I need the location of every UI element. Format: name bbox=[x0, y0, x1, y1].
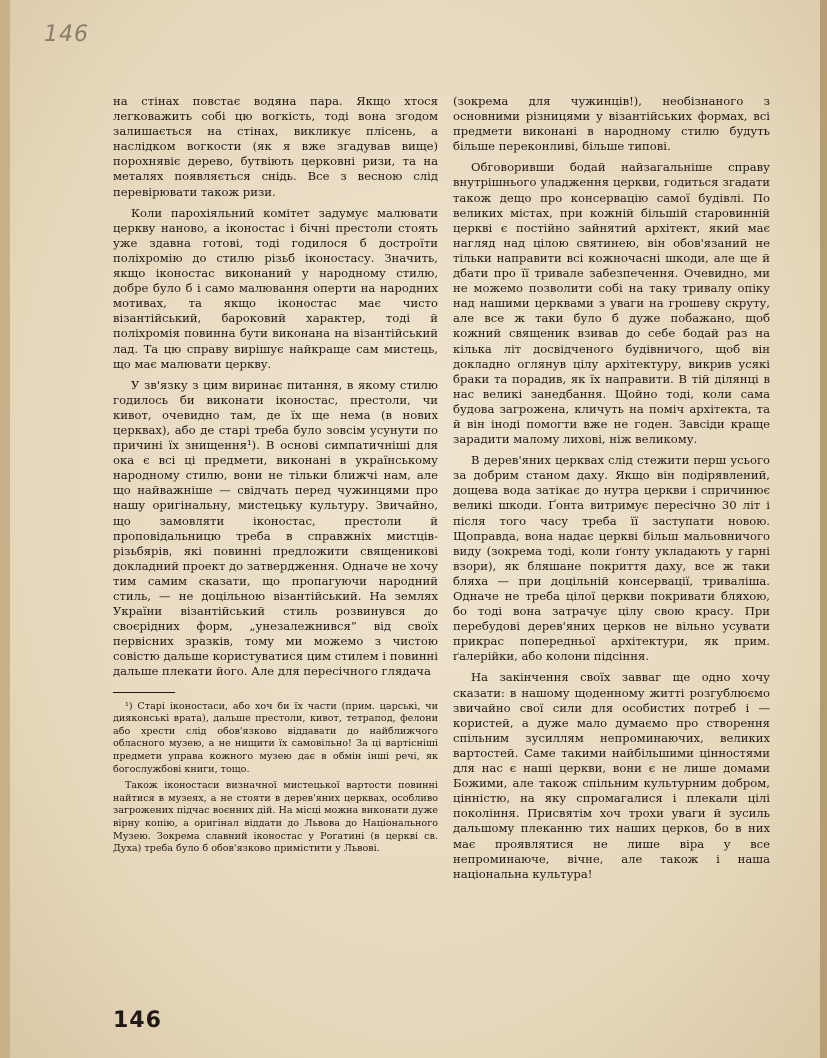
right-column bbox=[453, 94, 770, 888]
footnote-paragraph-2: Також іконостаси визначної мистецької вартости повинні найтися в музеях, а не стояти в дерев'яних церквах, особливо загрожених підчас воєнних дій. На місці можна виконати дуже вірну копію, а оригінал віддати до Львова до Національного Музею. Зокрема славний іконостас у Рогатині (в церкві св. Духа) треба було б обов'язково примістити у Львові. bbox=[113, 780, 438, 855]
left-paragraph-3: У зв'язку з цим виринає питання, в якому стилю годилось би виконати іконостас, престоли, чи кивот, очевидно там, де їх ще нема (в нових церквах), або де старі треба було зовсім усунути по причині їх знищення¹). В основі симпатичніші для ока є всі ці предмети, виконані в українському народному стилю, вони не тільки ближчі нам, але що найважніше — свідчать перед чужинцями про нашу оригінальну, мистецьку культуру. Звичайно, що замовляти іконостас, престоли й проповідальницю треба в справжніх мистців-різьбярів, які повинні предложити священикові докладний проект до затвердження. Одначе не хочу тим самим сказати, що пропагуючи народний стиль, — не доцільною візантійський. На землях України візантійський стиль розвинувся до своєрідних форм, „унезалежнився” від своїх первісних зразків, тому ми можемо з чистою совістю дальше користуватися цим стилем і повинні дальше плекати його. Але для пересічного глядача bbox=[113, 377, 438, 679]
page-edge-right bbox=[820, 0, 827, 1058]
right-paragraph-3: В дерев'яних церквах слід стежити перш усього за добрим станом даху. Якщо він подірявлений, дощева вода затікає до нутра церкви і спричинює великі шкоди. Ґонта витримує пересічно 30 літ і після того часу треба її заступати новою. Щоправда, вона надає церкві більш мальовничого виду (зокрема тоді, коли ґонту укладають у гарні взори), як бляшане покриття даху, все ж таки бляха — при доцільній консервації, триваліша. Одначе не треба цілої церкви покривати бляхою, бо тоді вона затрачує цілу свою красу. При перебудові дерев'яних церков не вільно усувати прикрас попередньої архітектури, як прим. ґалерійки, або колони підсіння. bbox=[453, 453, 770, 664]
left-paragraph-1: на стінах повстає водяна пара. Якщо хтося легковажить собі цю вогкість, тоді вона згодом залишається на стінах, викликує плісень, а наслідком вогкости (як я вже згадував вище) порохнявіє дерево, бутвіють церковні ризи, та на металях появляється снідь. Все з весною слід перевірювати також ризи. bbox=[113, 94, 438, 199]
footnote-paragraph-1: ¹) Старі іконостаси, або хоч би їх части (прим. царські, чи дияконські врата), дальше престоли, кивот, тетрапод, фелони або хрести слід обов'язково віддавати до найближчого обласного музею, а не нищити їх самовільно! За ці вартісніші предмети управа кожного музею дає в обмін інші речі, як богослужбові книги, тощо. bbox=[113, 700, 438, 775]
page-edge-left bbox=[0, 0, 10, 1058]
footnote-rule bbox=[113, 692, 175, 693]
left-paragraph-2: Коли парохіяльний комітет задумує малювати церкву наново, а іконостас і бічні престоли стоять уже здавна готові, тоді годилося б дострoїти поліхромію до стилю різьб іконостасу. Значить, якщо іконостас виконаний у народному стилю, добре було б і само малювання оперти на народних мотивах, та якщо іконостас має чисто візантійський, бароковий характер, тоді й поліхромія повинна бути виконана на візантійський лад. Та цю справу вирішує найкраще сам мистець, що має малювати церкву. bbox=[113, 205, 438, 371]
page-number: 146 bbox=[113, 1008, 162, 1033]
right-paragraph-1: (зокрема для чужинців!), необізнаного з основними різницями у візантійських формах, всі предмети виконані в народному стилю будуть більше переконливі, більше типові. bbox=[453, 94, 770, 154]
left-column bbox=[113, 94, 438, 860]
right-paragraph-2: Обговоривши бодай найзагальніше справу внутрішнього уладження церкви, годиться згадати також дещо про консервацію самої будівлі. По великих містах, при кожній більшій старовинній церкві є постійно зайнятий архітект, який має нагляд над цілою святинею, він обов'язаний не тільки направити всі кожночасні шкоди, але ще й дбати про її тривале забезпечення. Очевидно, ми не можемо позволити собі на таку тривалу опіку над нашими церквами з уваги на грошеву скруту, але все ж таки було б дуже побажано, щоб кожний священик взивав до себе бодай раз на кілька літ досвідченого будівничого, щоб він докладно оглянув цілу архітектуру, викрив усякі браки та порадив, як їх направити. В тій ділянці в нас великі занедбання. Щойно тоді, коли сама будова загрожена, кличуть на поміч архітекта, та й він іноді помогти вже не годен. Завсіди краще зарадити малому лихові, ніж великому. bbox=[453, 160, 770, 447]
right-paragraph-4: На закінчення своїх завваг ще одно хочу сказати: в нашому щоденному житті розгублюємо звичайно свої сили для особистих потреб і — користей, а дуже мало думаємо про створення спільним зусиллям непроминаючих, великих вартостей. Саме такими найбільшими цінностями для нас є наші церкви, вони є не лише домами Божими, але також спільним культурним добром, цінністю, на яку спромагалися і плекали цілі покоління. Присвятім хоч трохи уваги й зусиль дальшому плеканню тих наших церков, бо в них має проявлятися не лише віра у все непроминаюче, вічне, але також і наша національна культура! bbox=[453, 670, 770, 881]
footnote bbox=[113, 701, 438, 856]
handwritten-page-number: 146 bbox=[44, 22, 89, 47]
